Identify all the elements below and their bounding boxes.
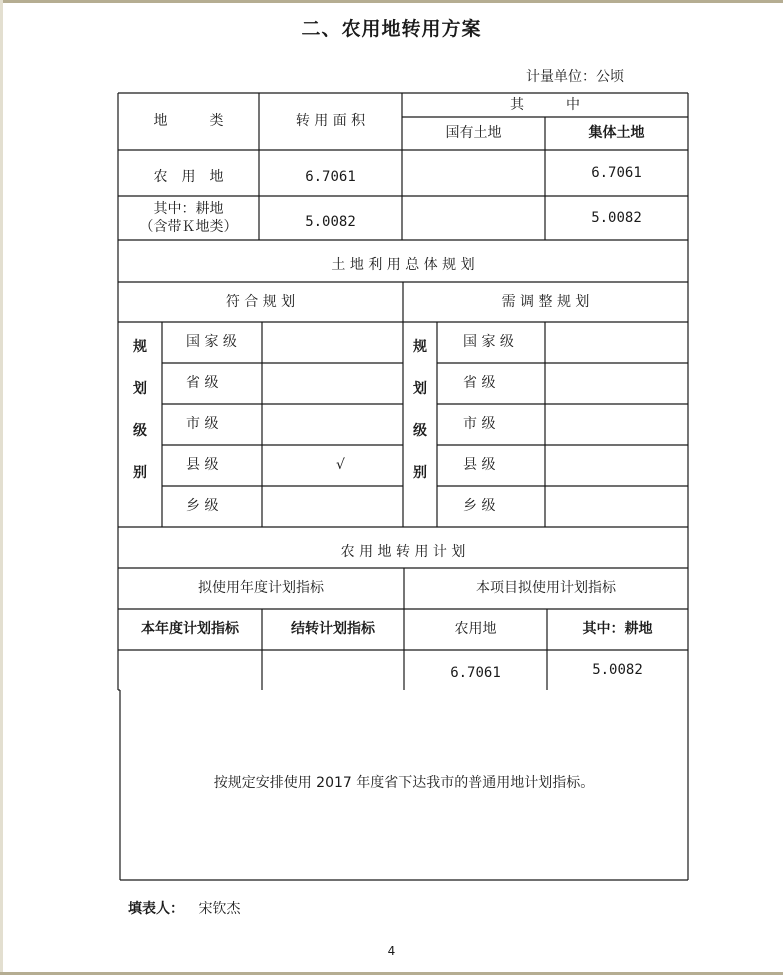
adjust-level-county: 县 级 <box>463 457 496 474</box>
col-carryover-indicator: 结转计划指标 <box>291 621 375 638</box>
annual-plan-indicator-header: 拟使用年度计划指标 <box>198 580 324 597</box>
col-this-year-indicator: 本年度计划指标 <box>141 621 239 638</box>
row-farmland-collective: 6.7061 <box>591 164 642 181</box>
header-collective-land: 集体土地 <box>588 125 645 142</box>
level-char: 别 <box>133 465 147 481</box>
val-farmland: 6.7061 <box>450 664 501 681</box>
page-number: 4 <box>387 944 396 958</box>
conversion-plan-title: 农 用 地 转 用 计 划 <box>340 543 466 560</box>
conform-mark-city <box>262 404 403 445</box>
val-cultivated: 5.0082 <box>592 661 643 678</box>
row-cultivated-label <box>118 196 259 240</box>
header-area: 转 用 面 积 <box>295 113 366 130</box>
row-cultivated-label-line2: （含带Ｋ地类） <box>139 219 238 235</box>
plan-note: 按规定安排使用 2017 年度省下达我市的普通用地计划指标。 <box>213 775 595 791</box>
val-carryover-indicator <box>262 656 404 690</box>
level-char: 划 <box>413 381 427 397</box>
filler-label: 填表人： <box>128 901 184 917</box>
conform-plan-header: 符 合 规 划 <box>225 293 296 310</box>
project-plan-indicator-header: 本项目拟使用计划指标 <box>476 580 616 597</box>
level-vertical-label-right <box>403 336 437 482</box>
level-char: 级 <box>133 423 147 439</box>
level-vertical-label-left <box>118 336 162 482</box>
conform-level-city: 市 级 <box>186 416 219 433</box>
header-among: 其 中 <box>510 96 580 113</box>
unit-label: 计量单位：公顷 <box>526 69 624 85</box>
conform-level-county: 县 级 <box>186 457 219 474</box>
col-farmland: 农用地 <box>454 621 497 638</box>
form-filler <box>128 898 240 918</box>
adjust-level-province: 省 级 <box>463 375 496 392</box>
overall-plan-title: 土 地 利 用 总 体 规 划 <box>331 256 475 273</box>
page-title: 二、农用地转用方案 <box>301 18 482 40</box>
conform-mark-township <box>262 486 403 527</box>
header-land-type: 地 类 <box>153 113 224 130</box>
level-char: 规 <box>133 339 147 355</box>
row-farmland-label: 农 用 地 <box>153 168 224 185</box>
row-farmland-area: 6.7061 <box>305 168 356 185</box>
adjust-level-township: 乡 级 <box>463 498 496 515</box>
val-this-year-indicator <box>118 656 262 690</box>
level-char: 规 <box>413 339 427 355</box>
conform-mark-province <box>262 363 403 404</box>
col-cultivated: 其中：耕地 <box>582 621 653 638</box>
conform-mark-county: √ <box>336 457 345 474</box>
row-cultivated-collective: 5.0082 <box>591 209 642 226</box>
level-char: 别 <box>413 465 427 481</box>
level-char: 级 <box>413 423 427 439</box>
conform-mark-national <box>262 322 403 363</box>
adjust-level-city: 市 级 <box>463 416 496 433</box>
row-cultivated-label-line1: 其中：耕地 <box>153 200 224 217</box>
header-state-land: 国有土地 <box>445 125 502 142</box>
conform-level-national: 国 家 级 <box>186 334 237 351</box>
conform-level-province: 省 级 <box>186 375 219 392</box>
filler-name: 宋钦杰 <box>198 901 241 917</box>
adjust-plan-header: 需 调 整 规 划 <box>501 293 590 310</box>
row-farmland-state <box>402 158 545 196</box>
level-char: 划 <box>133 381 147 397</box>
row-cultivated-area: 5.0082 <box>305 213 356 230</box>
row-cultivated-state <box>402 204 545 240</box>
conform-level-township: 乡 级 <box>186 498 219 515</box>
adjust-level-national: 国 家 级 <box>463 334 514 351</box>
